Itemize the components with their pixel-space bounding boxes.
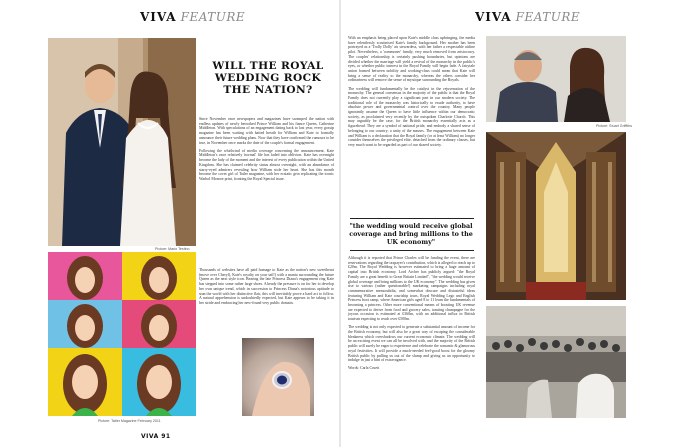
byline: Words: Carla Cruett [348, 366, 380, 371]
left-body-column [199, 117, 334, 185]
left-body-column-lower [199, 268, 334, 309]
masthead-section: FEATURE [180, 10, 246, 24]
photo-caption: Picture: Stuart Griffiths [596, 124, 633, 128]
article-headline: WILL THE ROYAL WEDDING ROCK THE NATION? [212, 60, 324, 96]
pull-quote-rule-bottom [350, 250, 474, 251]
body-paragraph: Thousands of websites have all paid homage to Kate as the nation's new sweetheart (move over Cheryl), Kate's royalty on your tail!) with a mania surrounding the future Queen as the next style icon. Bearing the late Princess Diana's engagement ring Kate has stepped into some rather large shoes. Already the pressure is on for her to develop her own unique trend, which in succession to Princess Diana's notorious aptitude to stun the world with her distinctive flair, this will inevitably prove a hard act to follow. A natural apprehension is undoubtedly expected, but Kate appears to be taking it in her stride and embracing her new-found very public domain. [199, 268, 334, 305]
folio-brand: VIVA [141, 433, 159, 440]
masthead-left [140, 6, 245, 25]
masthead-right [475, 6, 580, 25]
page-folio [141, 433, 171, 440]
masthead-brand: VIVA [140, 10, 177, 24]
westminster-abbey-photo [486, 132, 626, 300]
middleton-parents-photo [486, 36, 626, 122]
body-paragraph: Since November once newspapers and magazines have swamped the nation with endless updates of newly betrothed Prince William and his fiance Queen, Catherine Middleton. With speculations of an engagement dating back to last year, every gossip magazine has been waiting with baited breath for William and Kate to formally announce their future wedding plans. Now that they have confirmed the rumours to be true, in November once marks the date of the couple's formal engagement. [199, 117, 334, 145]
pull-quote-rule-top [350, 218, 474, 219]
page-number: 91 [161, 433, 171, 440]
body-paragraph: The wedding is not only expected to generate a substantial amount of income for the British economy, but will also be a great way of escaping the considerable bleakness which overshadows our current economic climate. The wedding will be an exciting event we can all be involved with, and the majority of the British public will surely be eager to experience and celebrate the romantic & glamorous royal festivities. It will provide a much-needed feel-good boost for the gloomy British public by pulling us out of the slump and giving us an opportunity to indulge in just a hint of extravagance. [348, 325, 475, 363]
engagement-ring-photo [242, 338, 314, 416]
photo-caption: Picture: Tatler Magazine February 2011 [98, 419, 161, 423]
right-body-column-2 [348, 256, 475, 375]
body-paragraph: Following the whirlwind of media coverage concerning the announcement, Kate Middleton's once relatively 'normal' life has faded into oblivion. Kate has overnight become the lady of the moment and the interest of every publication within the United Kingdom. She has claimed celebrity status almost overnight, with an abundance of starry-eyed admirers revealing how William stole her heart. She has this month become the cover girl of Tatler magazine, with her ecstatic grin replicating the iconic Warhol Monroe print, fronting the Royal Special issue. [199, 148, 334, 181]
pull-quote: "the wedding would receive global coverage and bring millions to the UK economy" [349, 222, 473, 246]
masthead-brand: VIVA [475, 10, 512, 24]
couple-engagement-photo [48, 38, 196, 246]
body-paragraph: Although it is reported that Prince Charles will be funding the event, there are reservations regarding the taxpayer's contribution, which is alleged to reach up to £20m. The Royal Wedding is however estimated to bring a huge amount of capital into British economy. Lord Archer has publicly argued: "the Royal Family are a great benefit to Great Britain Limited", "the wedding would receive global coverage and bring millions to the UK economy". The wedding has given rise to various (rather questionable!) marketing campaigns including royal commemorative memorabilia, and somewhat obscure and distasteful ideas featuring William and Kate courtship tours, Royal Wedding Lego and English Princess boot camp, where American girls aged 8 to 11 learn the fundamentals of becoming a princess. Other more conventional means of boosting UK revenue are expected to derive from food and grocery sales, toasting champagne for the joyous occasion is estimated at £360m, with an additional influx in British tourism expecting to reach over £500m. [348, 256, 475, 322]
crowd-horses-photo [486, 306, 626, 418]
body-paragraph: With an emphasis being placed upon Kate's middle class upbringing, the media have relentlessly scrutinised Kate's family background. Her mother has been portrayed as a 'Trolly Dolly' air stewardess, with her father a respectable airline pilot. Nevertheless, a 'commoner' family, very much removed from aristocracy. The couples' relationship is certainly pushing boundaries, but opinions are divided whether the marriage will yield a revival of the monarchy in the public's eyes, or whether public interest in the Royal Family will begin fade. A fairytale union formed between nobility and working-class could mean that Kate will bring a sense of reality to the monarchy, whereas the others consider her ordinariness will remove the sense of mystique surrounding the Royals. [348, 36, 475, 83]
masthead-section: FEATURE [515, 10, 581, 24]
body-paragraph: The wedding will fundamentally be the catalyst in the rejuvenation of the monarchy. The general consensus in the majority of the public is that the Royal Family does not currently play a significant part in our modern society. The traditional role of the monarchy was historically to exude authority, to have absolute power and governmental control over the country. Many people ignorantly assume the Queen to have little influence within our democratic society, as proclaimed very recently by the outspoken Charlotte Church. This may arguably be the case, for the British monarchy essentially acts as a figurehead. They are a symbol of national pride, and embody a shared sense of belonging to our country; a unity of the masses. The engagement between Kate and William is a declaration that the Royal family (or at least William) no longer consider themselves the privileged elite, detached from the ordinary classes, but very much want to be regarded as part of our shared society. [348, 86, 475, 147]
pop-art-portrait-grid [48, 252, 196, 416]
page-gutter [339, 0, 341, 447]
photo-caption: Picture: Mario Testino [155, 247, 190, 251]
right-body-column-1 [348, 36, 475, 151]
